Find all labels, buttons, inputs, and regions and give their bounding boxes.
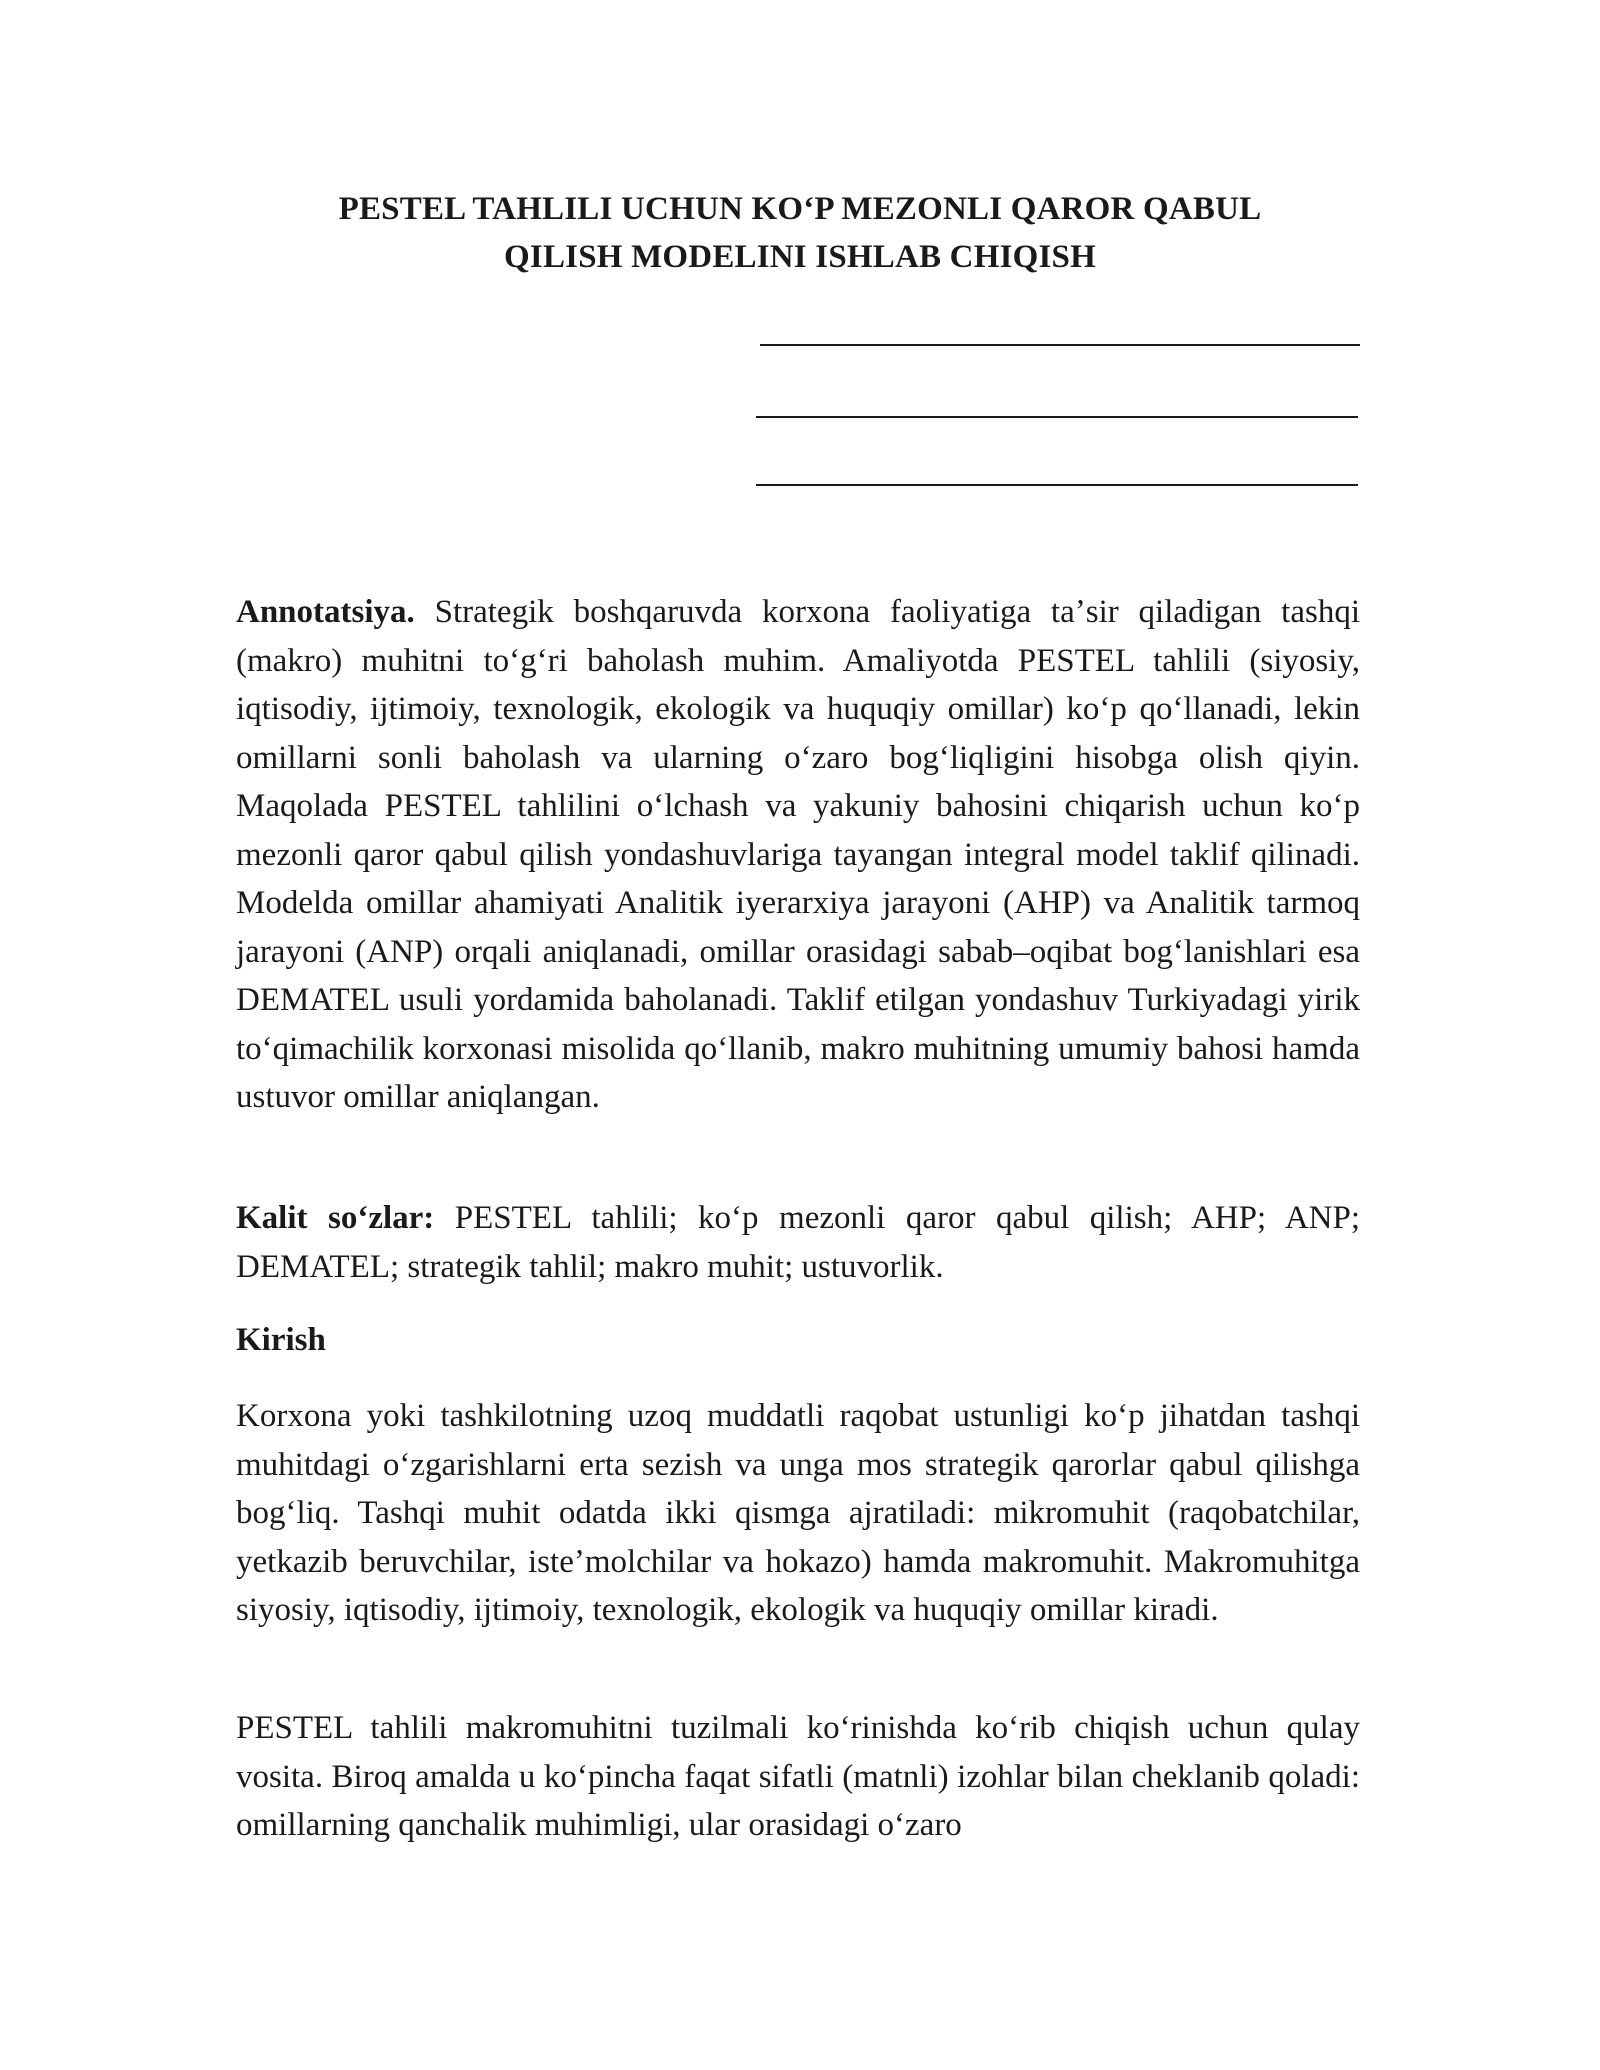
author-blank-line-2 bbox=[756, 416, 1358, 418]
abstract-paragraph bbox=[236, 588, 1360, 1122]
intro-paragraph-1: Korxona yoki tashkilotning uzoq muddatli raqobat ustunligi koʻp jihatdan tashqi muhitdagi oʻzgarishlarni erta sezish va unga mos strategik qarorlar qabul qilishga bogʻliq. Tashqi muhit odatda ikki qismga ajratiladi: mikromuhit (raqobatchilar, yetkazib beruvchilar, isteʼmolchilar va hokazo) hamda makromuhit. Makromuhitga siyosiy, iqtisodiy, ijtimoiy, texnologik, ekologik va huquqiy omillar kiradi. bbox=[236, 1398, 1360, 1628]
abstract-label: Annotatsiya. bbox=[236, 594, 415, 630]
keywords-label: Kalit soʻzlar: bbox=[236, 1200, 435, 1236]
title-line-2: QILISH MODELINI ISHLAB CHIQISH bbox=[504, 239, 1096, 275]
title-line-1: PESTEL TAHLILI UCHUN KOʻP MEZONLI QAROR QABUL bbox=[338, 191, 1262, 227]
keywords-paragraph bbox=[236, 1194, 1360, 1291]
document-title bbox=[236, 185, 1364, 281]
author-blank-line-1 bbox=[760, 344, 1360, 346]
section-heading-kirish: Kirish bbox=[236, 1322, 326, 1358]
intro-paragraph-2: PESTEL tahlili makromuhitni tuzilmali koʻrinishda koʻrib chiqish uchun qulay vosita. Biroq amalda u koʻpincha faqat sifatli (matnli) izohlar bilan cheklanib qoladi: omillarning qanchalik muhimligi, ular orasidagi oʻzaro bbox=[236, 1710, 1360, 1843]
keywords-text: PESTEL tahlili; koʻp mezonli qaror qabul qilish; AHP; ANP; DEMATEL; strategik tahlil; makro muhit; ustuvorlik. bbox=[236, 1200, 1360, 1285]
abstract-text: Strategik boshqaruvda korxona faoliyatiga taʼsir qiladigan tashqi (makro) muhitni toʻgʻri baholash muhim. Amaliyotda PESTEL tahlili (siyosiy, iqtisodiy, ijtimoiy, texnologik, ekologik va huquqiy omillar) koʻp qoʻllanadi, lekin omillarni sonli baholash va ularning oʻzaro bogʻliqligini hisobga olish qiyin. Maqolada PESTEL tahlilini oʻlchash va yakuniy bahosini chiqarish uchun koʻp mezonli qaror qabul qilish yondashuvlariga tayangan integral model taklif qilinadi. Modelda omillar ahamiyati Analitik iyerarxiya jarayoni (AHP) va Analitik tarmoq jarayoni (ANP) orqali aniqlanadi, omillar orasidagi sabab–oqibat bogʻlanishlari esa DEMATEL usuli yordamida baholanadi. Taklif etilgan yondashuv Turkiyadagi yirik toʻqimachilik korxonasi misolida qoʻllanib, makro muhitning umumiy bahosi hamda ustuvor omillar aniqlangan. bbox=[236, 594, 1361, 1115]
author-blank-line-3 bbox=[756, 484, 1358, 486]
